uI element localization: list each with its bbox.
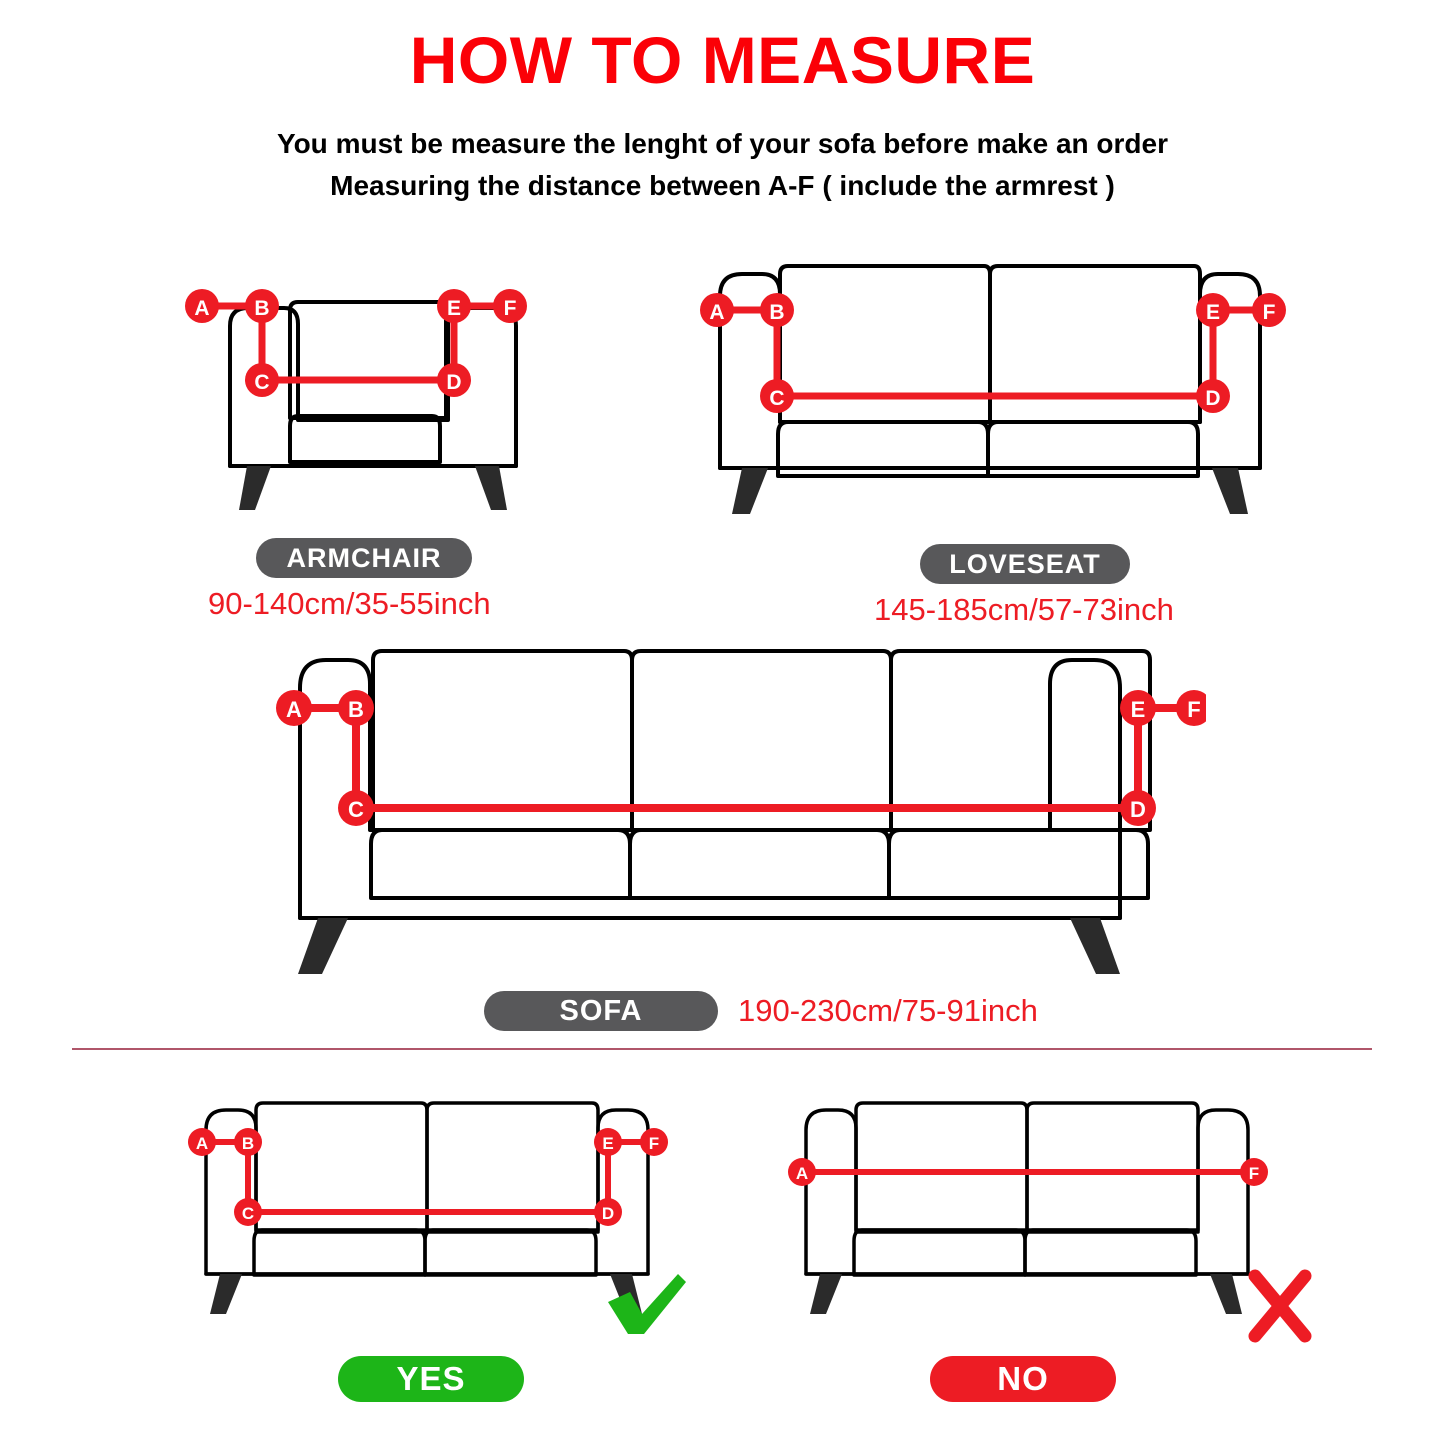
check-mark-icon bbox=[600, 1270, 690, 1340]
sofa-label-pill: SOFA bbox=[484, 991, 718, 1031]
svg-text:E: E bbox=[446, 297, 462, 320]
svg-text:D: D bbox=[1205, 387, 1221, 410]
point-d bbox=[1120, 790, 1156, 826]
loveseat-measure-overlay bbox=[685, 248, 1295, 518]
section-divider bbox=[72, 1048, 1372, 1050]
sofa-measure-overlay bbox=[260, 640, 1206, 980]
subtitle-line-1: You must be measure the lenght of your sofa before make an order bbox=[276, 128, 1168, 159]
point-d bbox=[437, 363, 471, 397]
no-illustration bbox=[790, 1090, 1260, 1320]
sofa-dimension: 190-230cm/75-91inch bbox=[738, 993, 1038, 1028]
subtitle-line-2: Measuring the distance between A-F ( include the armrest ) bbox=[330, 170, 1115, 201]
point-b bbox=[245, 289, 279, 323]
point-a bbox=[700, 293, 734, 327]
point-c bbox=[234, 1198, 262, 1226]
point-a bbox=[188, 1128, 216, 1156]
loveseat-label-pill: LOVESEAT bbox=[920, 544, 1130, 584]
loveseat-illustration bbox=[700, 248, 1280, 518]
svg-text:B: B bbox=[348, 697, 364, 722]
point-a bbox=[788, 1158, 816, 1186]
point-e bbox=[437, 289, 471, 323]
svg-text:F: F bbox=[1262, 301, 1276, 324]
svg-text:B: B bbox=[254, 297, 270, 320]
point-a bbox=[276, 690, 312, 726]
loveseat-dimension: 145-185cm/57-73inch bbox=[874, 592, 1174, 627]
page-title: HOW TO MEASURE bbox=[409, 23, 1036, 97]
cross-mark-icon bbox=[1245, 1268, 1315, 1344]
point-b bbox=[338, 690, 374, 726]
yes-illustration bbox=[190, 1090, 660, 1320]
point-a bbox=[185, 289, 219, 323]
svg-text:B: B bbox=[241, 1134, 255, 1153]
point-e bbox=[594, 1128, 622, 1156]
point-d bbox=[594, 1198, 622, 1226]
no-label-pill: NO bbox=[930, 1356, 1116, 1402]
svg-text:C: C bbox=[254, 371, 270, 394]
svg-text:D: D bbox=[601, 1204, 615, 1223]
svg-text:A: A bbox=[286, 697, 302, 722]
point-f bbox=[1252, 293, 1286, 327]
svg-text:F: F bbox=[503, 297, 517, 320]
svg-text:A: A bbox=[194, 297, 210, 320]
svg-text:A: A bbox=[195, 1134, 209, 1153]
point-b bbox=[760, 293, 794, 327]
point-f bbox=[493, 289, 527, 323]
svg-text:F: F bbox=[1248, 1164, 1260, 1183]
no-measure-overlay bbox=[776, 1090, 1276, 1320]
svg-text:F: F bbox=[1187, 697, 1201, 722]
point-f bbox=[1176, 690, 1206, 726]
point-c bbox=[760, 379, 794, 413]
svg-text:D: D bbox=[446, 371, 462, 394]
svg-text:C: C bbox=[241, 1204, 255, 1223]
svg-text:F: F bbox=[648, 1134, 660, 1153]
point-c bbox=[338, 790, 374, 826]
point-f bbox=[1240, 1158, 1268, 1186]
yes-label-pill: YES bbox=[338, 1356, 524, 1402]
point-e bbox=[1120, 690, 1156, 726]
svg-text:B: B bbox=[769, 301, 785, 324]
svg-text:C: C bbox=[348, 797, 364, 822]
svg-text:C: C bbox=[769, 387, 785, 410]
armchair-measure-overlay bbox=[170, 248, 560, 518]
point-c bbox=[245, 363, 279, 397]
point-b bbox=[234, 1128, 262, 1156]
point-d bbox=[1196, 379, 1230, 413]
svg-text:A: A bbox=[795, 1164, 809, 1183]
svg-text:E: E bbox=[1130, 697, 1146, 722]
armchair-dimension: 90-140cm/35-55inch bbox=[208, 586, 491, 621]
sofa-illustration bbox=[278, 640, 1201, 980]
armchair-label-pill: ARMCHAIR bbox=[256, 538, 472, 578]
svg-text:E: E bbox=[1205, 301, 1221, 324]
svg-text:D: D bbox=[1130, 797, 1146, 822]
armchair-illustration bbox=[185, 248, 545, 518]
point-e bbox=[1196, 293, 1230, 327]
point-f bbox=[640, 1128, 668, 1156]
page-subtitle bbox=[0, 123, 1445, 207]
svg-text:E: E bbox=[602, 1134, 614, 1153]
svg-text:A: A bbox=[709, 301, 725, 324]
